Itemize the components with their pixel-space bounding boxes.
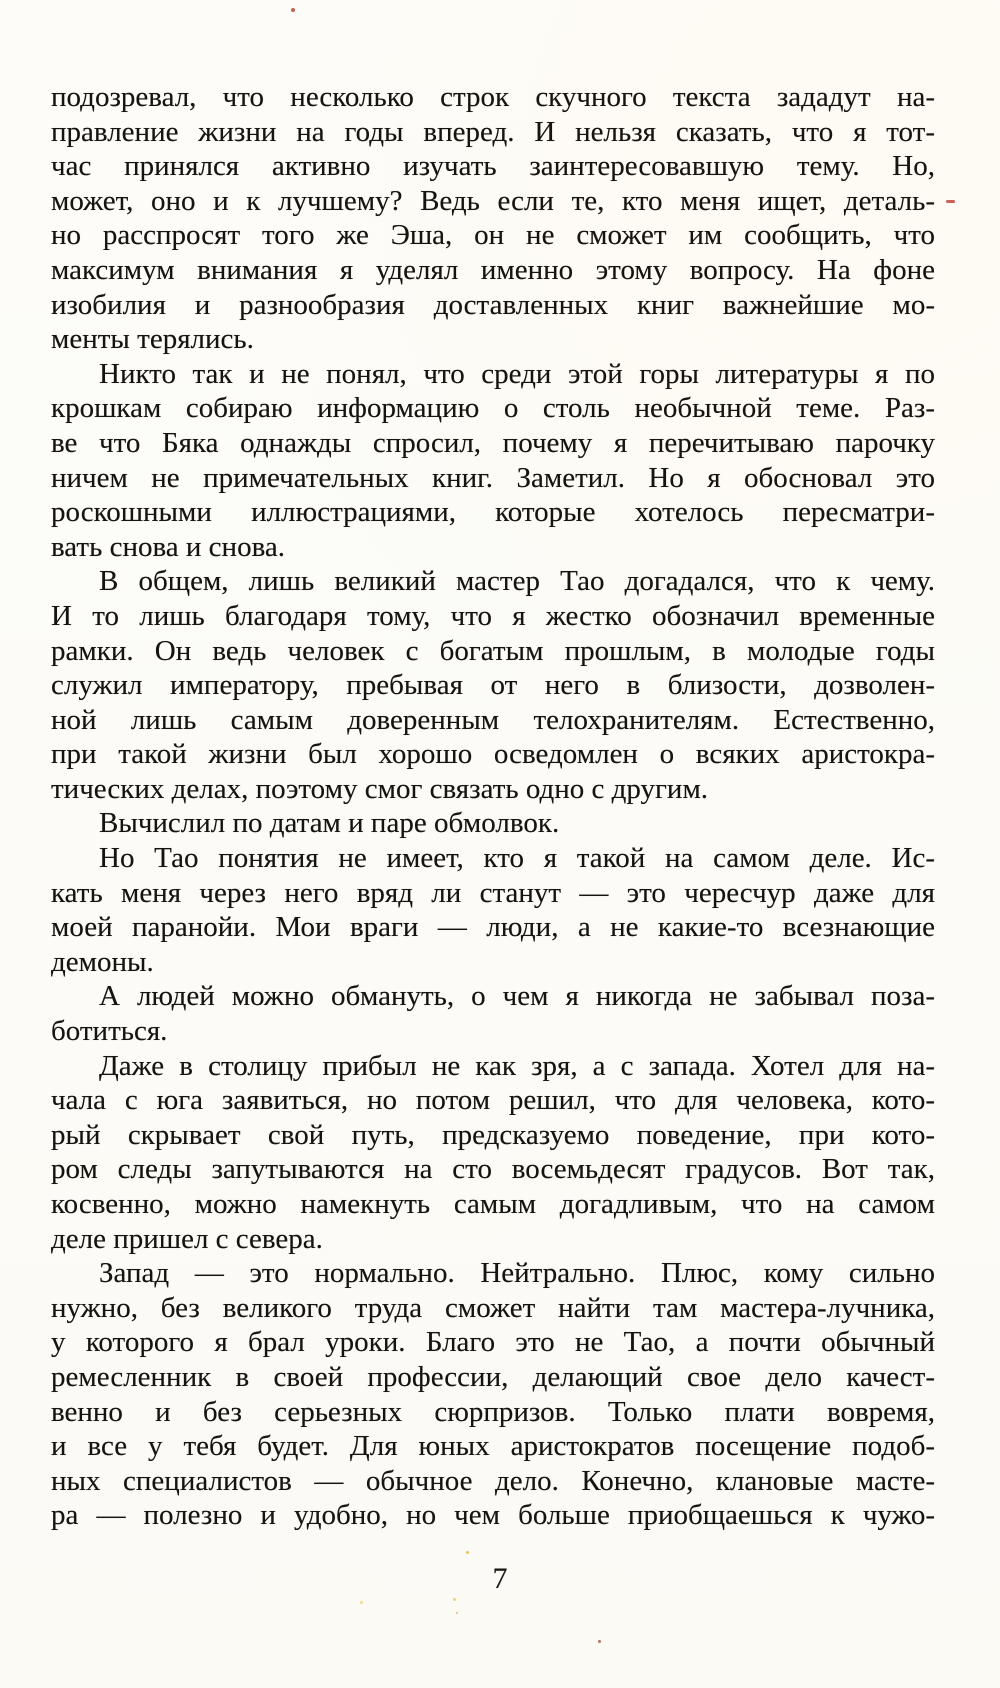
text-line: ремесленник в своей профессии, делающий свое дело качест-	[51, 1360, 935, 1393]
text-line: правление жизни на годы вперед. И нельзя сказать, что я тот-	[51, 115, 935, 148]
text-line: моей паранойи. Мои враги — люди, а не какие-то всезнающие	[51, 911, 935, 944]
text-line: Никто так и не понял, что среди этой горы литературы я по	[99, 357, 935, 390]
text-line: ных специалистов — обычное дело. Конечно, клановые масте-	[51, 1464, 935, 1497]
text-line: ботиться.	[51, 1015, 168, 1048]
text-line: максимум внимания я уделял именно этому вопросу. На фоне	[51, 253, 935, 286]
text-line: И то лишь благодаря тому, что я жестко обозначил временные	[51, 599, 935, 632]
text-line: при такой жизни был хорошо осведомлен о всяких аристокра-	[51, 738, 935, 771]
scan-speck	[291, 8, 295, 12]
body-text-block	[51, 80, 935, 1533]
text-line: рамки. Он ведь человек с богатым прошлым, в молодые годы	[51, 634, 935, 667]
text-line: менты терялись.	[51, 323, 254, 356]
scan-speck	[453, 1598, 456, 1601]
text-line: крошкам собираю информацию о столь необычной теме. Раз-	[51, 392, 935, 425]
text-line: Даже в столицу прибыл не как зря, а с запада. Хотел для на-	[99, 1049, 935, 1082]
text-line: Вычислил по датам и паре обмолвок.	[99, 807, 560, 840]
scan-speck	[946, 200, 955, 203]
text-line: час принялся активно изучать заинтересовавшую тему. Но,	[51, 150, 935, 183]
scan-speck	[456, 1612, 458, 1614]
text-line: ничем не примечательных книг. Заметил. Но я обосновал это	[51, 461, 935, 494]
text-line: косвенно, можно намекнуть самым догадливым, что на самом	[51, 1188, 935, 1220]
text-line: А людей можно обмануть, о чем я никогда не забывал поза-	[99, 980, 935, 1013]
text-line: В общем, лишь великий мастер Тао догадался, что к чему.	[99, 565, 935, 598]
text-line: ве что Бяка однажды спросил, почему я перечитываю парочку	[51, 426, 935, 459]
text-line: вать снова и снова.	[51, 530, 285, 563]
scan-speck	[360, 1601, 363, 1604]
scan-speck	[466, 1551, 469, 1554]
text-line: кать меня через него вряд ли станут — это чересчур даже для	[51, 876, 935, 909]
scan-speck	[598, 1640, 601, 1643]
text-line: Но Тао понятия не имеет, кто я такой на самом деле. Ис-	[99, 842, 935, 875]
text-line: тических делах, поэтому смог связать одно с другим.	[51, 772, 709, 805]
text-line: венно и без серьезных сюрпризов. Только плати вовремя,	[51, 1395, 935, 1428]
text-line: нужно, без великого труда сможет найти там мастера-лучника,	[51, 1291, 935, 1324]
text-line: и все у тебя будет. Для юных аристократов посещение подоб-	[51, 1430, 935, 1463]
text-line: демоны.	[51, 945, 154, 978]
text-line: ра — полезно и удобно, но чем больше приобщаешься к чужо-	[51, 1499, 935, 1532]
text-line: подозревал, что несколько строк скучного текста зададут на-	[51, 81, 935, 113]
text-line: ром следы запутываются на сто восемьдесят градусов. Вот так,	[51, 1153, 935, 1186]
text-line: Запад — это нормально. Нейтрально. Плюс, кому сильно	[99, 1257, 935, 1290]
text-line: ной лишь самым доверенным телохранителям. Естественно,	[51, 703, 935, 736]
page-number: 7	[492, 1562, 508, 1595]
text-line: у которого я брал уроки. Благо это не Тао, а почти обычный	[51, 1326, 935, 1359]
text-line: рый скрывает свой путь, предсказуемо поведение, при кото-	[51, 1118, 935, 1151]
text-line: служил императору, пребывая от него в близости, дозволен-	[51, 669, 935, 702]
text-line: роскошными иллюстрациями, которые хотелось пересматри-	[51, 496, 935, 529]
text-line: может, оно и к лучшему? Ведь если те, кто меня ищет, деталь-	[51, 184, 935, 217]
text-line: чала с юга заявиться, но потом решил, что для человека, кото-	[51, 1084, 935, 1117]
text-line: деле пришел с севера.	[51, 1222, 323, 1255]
text-line: но расспросят того же Эша, он не сможет им сообщить, что	[51, 219, 935, 252]
text-line: изобилия и разнообразия доставленных книг важнейшие мо-	[51, 288, 935, 321]
